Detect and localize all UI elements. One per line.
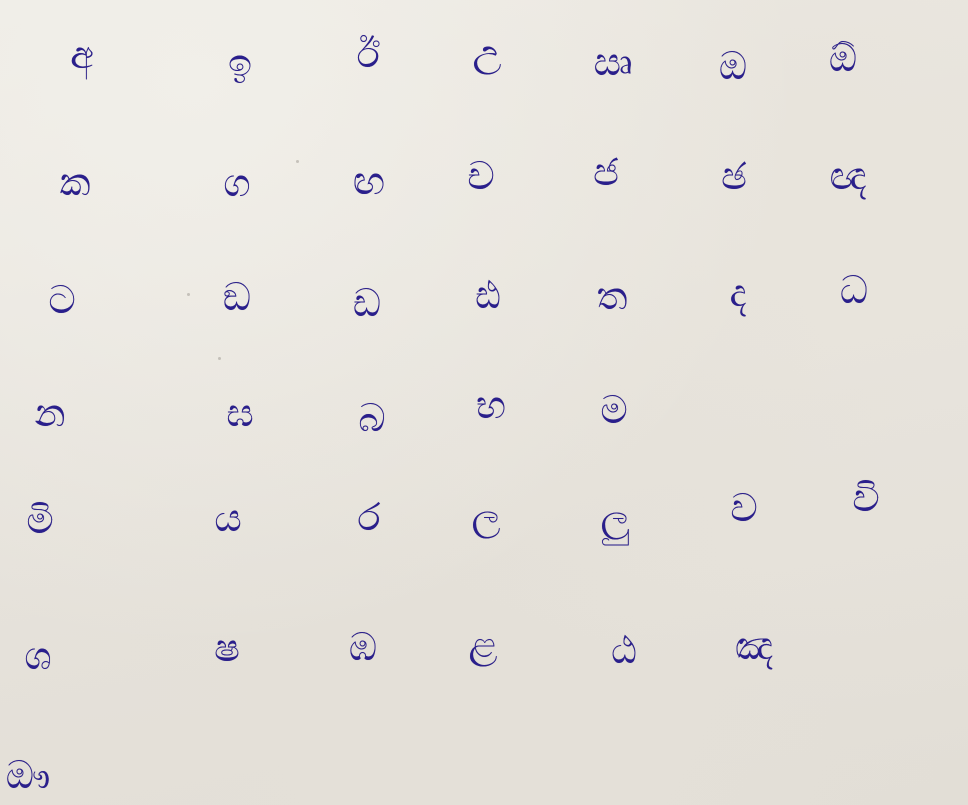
letter-dha: ධ	[839, 268, 869, 312]
letter-ca: ච	[467, 154, 495, 198]
letter-ru: ඍ	[593, 40, 633, 84]
letter-dda: ඩ	[352, 281, 382, 325]
letter-ddha: ඪ	[475, 273, 501, 317]
paper-speck	[218, 357, 221, 360]
letter-ra: ර	[357, 495, 381, 539]
letter-ssa: ෂ	[214, 626, 240, 670]
letter-lla: ළ	[468, 622, 498, 666]
letter-mi: මි	[26, 498, 54, 542]
letter-ba: බ	[358, 396, 386, 440]
paper-speck	[296, 160, 299, 163]
letter-ga: ග	[223, 161, 251, 205]
letter-a: අ	[70, 33, 94, 77]
paper-speck	[187, 293, 190, 296]
letter-ta: ත	[596, 274, 628, 318]
letter-nga: ඟ	[353, 159, 385, 203]
letter-nya: ඤ	[734, 624, 774, 668]
letter-va: ව	[730, 486, 758, 530]
letter-ya: ය	[214, 496, 242, 540]
letter-ttha: ඨ	[611, 628, 637, 672]
letter-cha: ඡ	[721, 154, 747, 198]
letter-nna: ඞ	[222, 275, 252, 319]
letter-sha: ශ	[24, 634, 52, 678]
letter-lu: ලු	[600, 495, 630, 539]
letter-na: න	[34, 391, 66, 435]
letter-i: ඉ	[228, 41, 252, 85]
letter-au: ඖ	[5, 753, 51, 797]
letter-gha: ඝ	[226, 391, 254, 435]
letter-bha: භ	[476, 383, 506, 427]
letter-ka: ක	[59, 160, 91, 204]
letter-tta: ට	[48, 278, 76, 322]
letter-ma: ම	[600, 388, 628, 432]
letter-ii: ඊ	[356, 32, 380, 76]
letter-ja: ජ	[593, 150, 619, 194]
letter-oo: ඕ	[828, 36, 858, 80]
letter-da: ද	[729, 271, 747, 315]
letter-la: ල	[471, 494, 501, 538]
letter-u: උ	[472, 30, 502, 74]
letter-gnya: ඥ	[829, 154, 867, 198]
letter-mba: ඹ	[348, 625, 378, 669]
letter-vi: වි	[852, 476, 880, 520]
letter-o: ඔ	[718, 44, 748, 88]
